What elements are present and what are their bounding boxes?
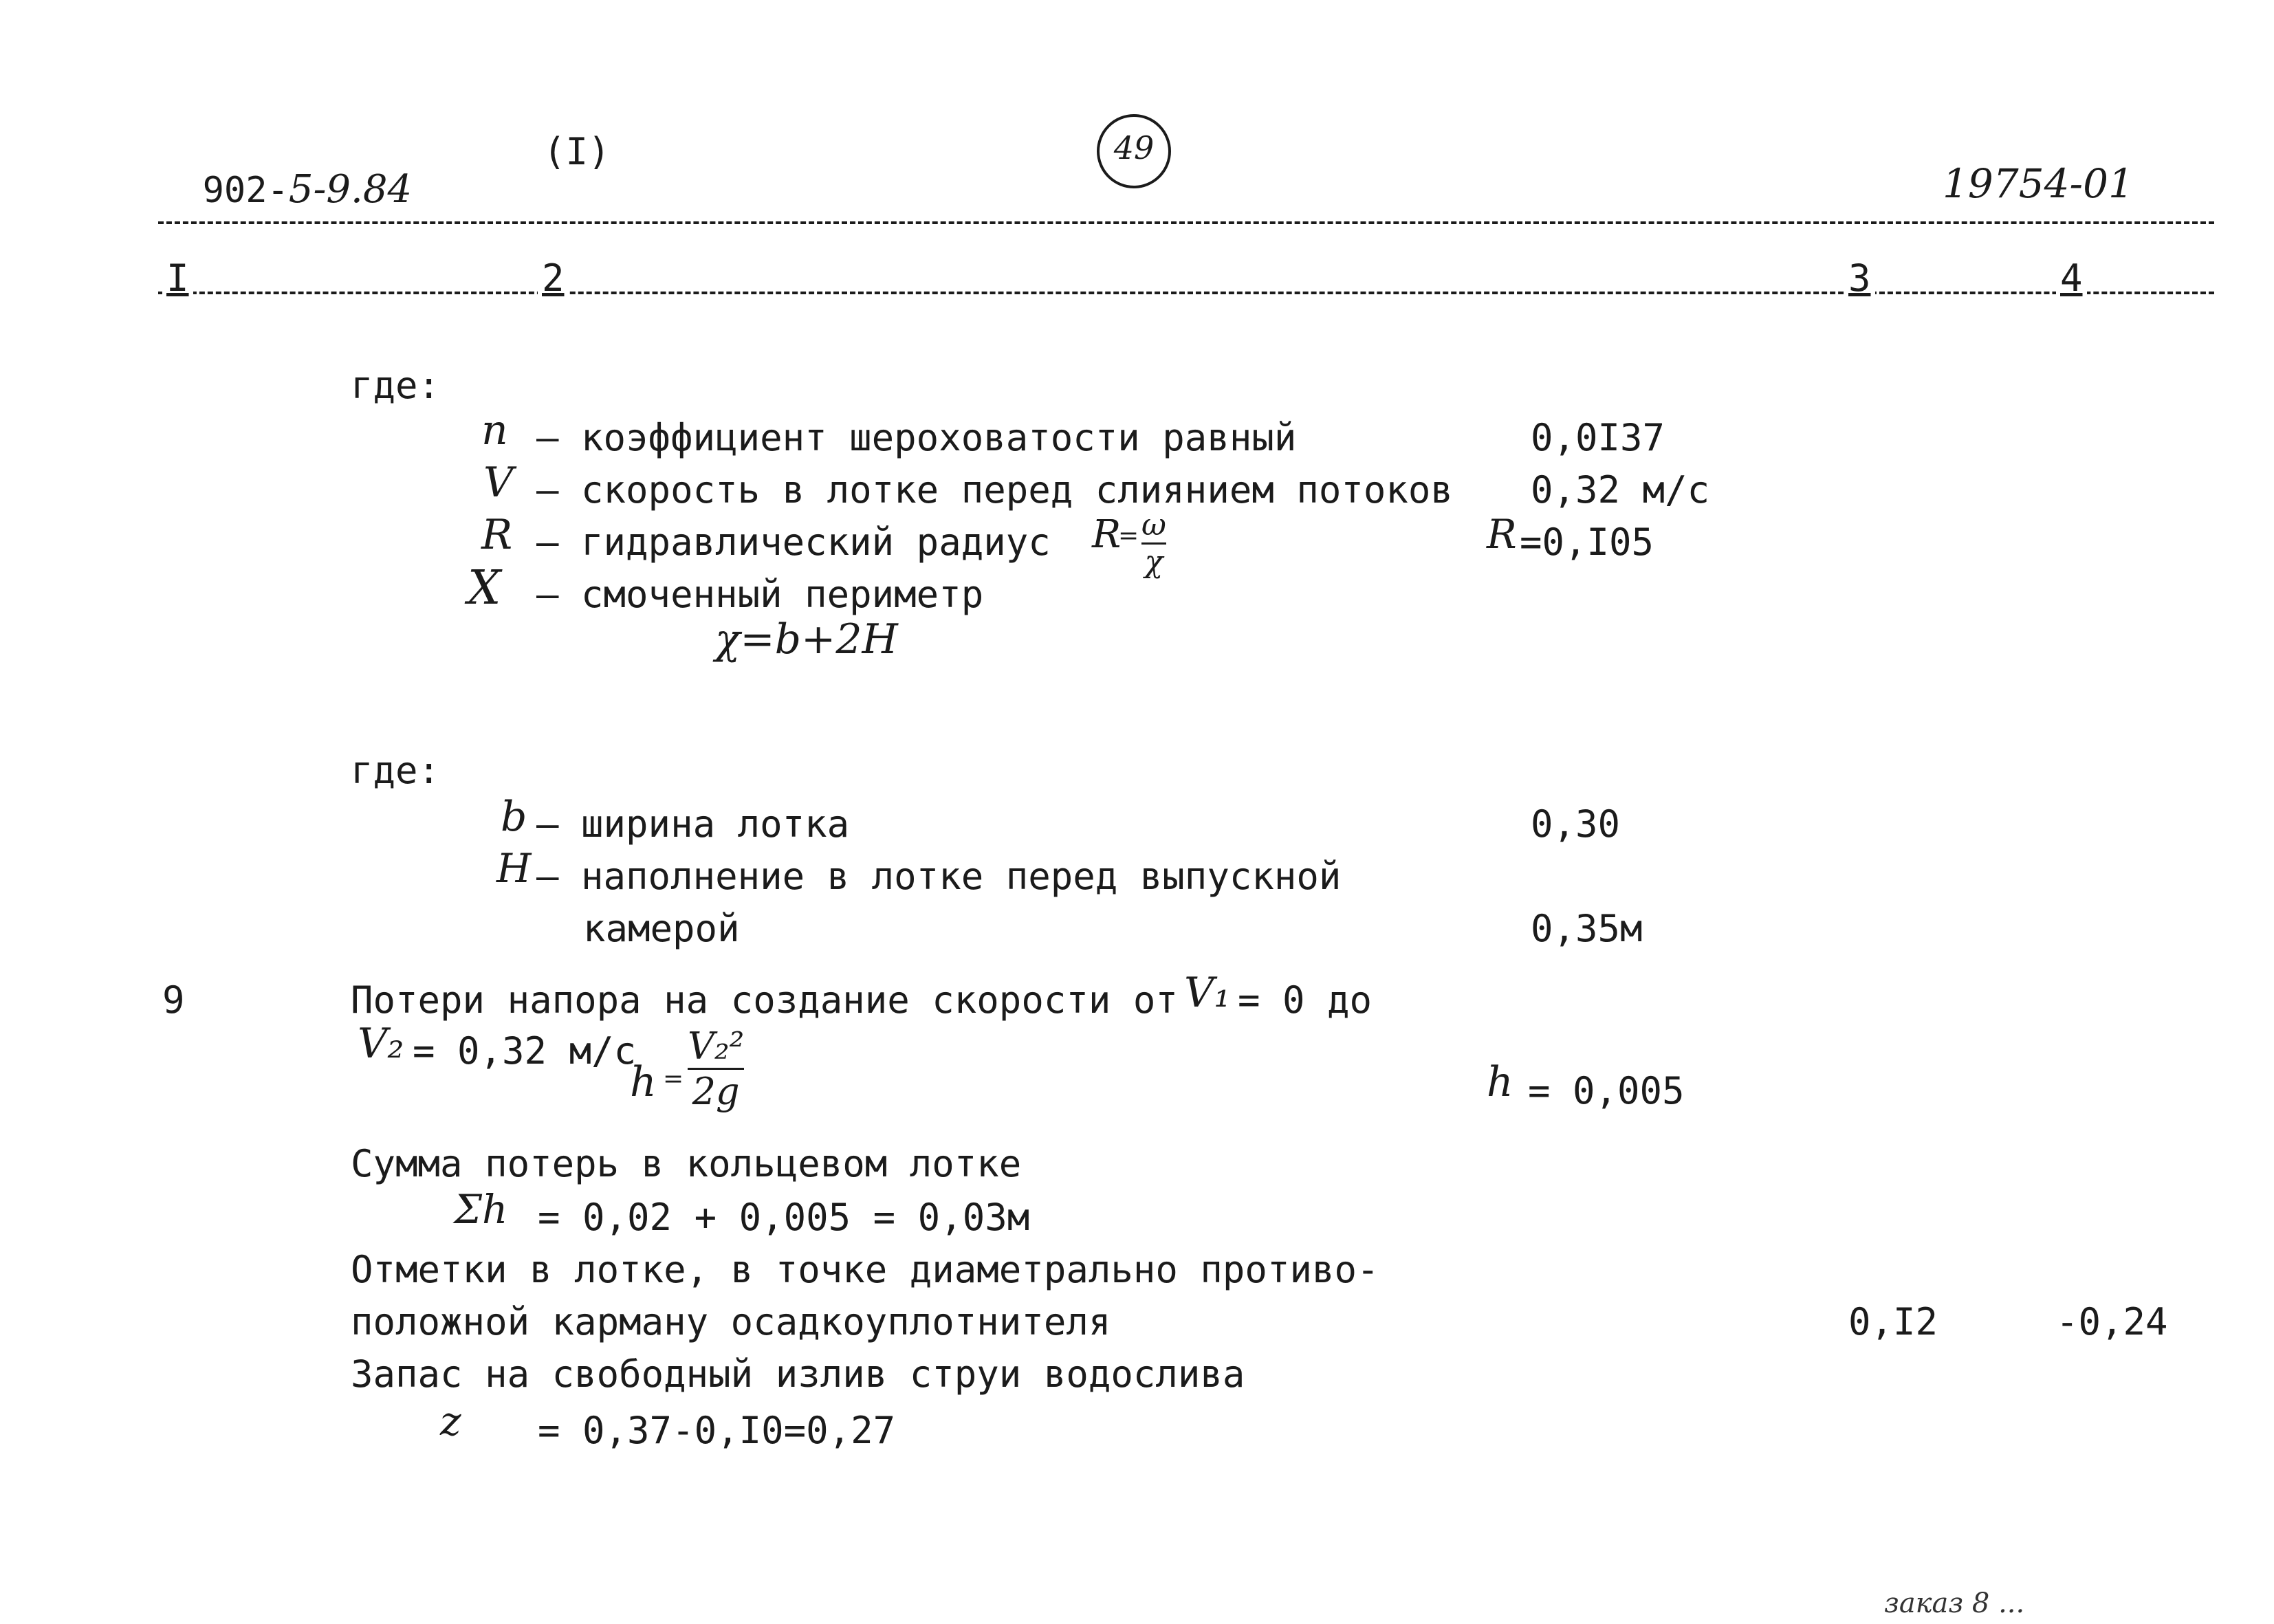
row-velocity-text: – скорость в лотке перед слиянием потоков <box>536 468 1453 512</box>
column-1-label: I <box>162 260 193 297</box>
row-fill-text: – наполнение в лотке перед выпускной <box>536 855 1342 898</box>
page-number: 49 <box>1113 129 1155 166</box>
velocity-v2-value: = 0,32 м/с <box>413 1029 637 1073</box>
marks-line-1: Отметки в лотке, в точке диаметрально противо- <box>351 1248 1379 1291</box>
reserve-symbol: z <box>440 1398 461 1445</box>
sum-losses-title: Сумма потерь в кольцевом лотке <box>351 1142 1022 1185</box>
part-number: (I) <box>543 130 611 173</box>
symbol-v2: V₂ <box>358 1020 404 1068</box>
item-number-9: 9 <box>162 978 185 1022</box>
doc-number <box>160 135 413 212</box>
where-label-2: где: <box>351 749 441 792</box>
album-number: 19754-01 <box>1943 160 2134 207</box>
value-r-symbol: R <box>1487 511 1517 558</box>
row-fill-value: 0,35м <box>1531 907 1643 950</box>
result-h-symbol: h <box>1487 1058 1513 1106</box>
marks-value-col4: -0,24 <box>2056 1300 2168 1343</box>
row-radius-value: =0,I05 <box>1520 520 1654 564</box>
row-width-value: 0,30 <box>1531 802 1621 846</box>
footer-handwritten-note: заказ 8 ... <box>1884 1588 2025 1619</box>
formula-perimeter: χ=b+2H <box>715 615 898 663</box>
row-perimeter-text: – смоченный периметр <box>536 573 984 616</box>
symbol-n: n <box>481 406 508 454</box>
symbol-b: b <box>501 793 527 841</box>
row-roughness-value: 0,0I37 <box>1531 416 1665 459</box>
marks-line-2: положной карману осадкоуплотнителя <box>351 1300 1111 1343</box>
symbol-v1: V₁ <box>1184 969 1231 1017</box>
formula-r-eq: = <box>1118 522 1139 550</box>
where-label-1: где: <box>351 364 441 407</box>
head-loss-tail: = 0 до <box>1238 978 1373 1022</box>
column-3-label: 3 <box>1844 260 1875 297</box>
row-velocity-value: 0,32 м/с <box>1531 468 1710 512</box>
sum-losses-formula: = 0,02 + 0,005 = 0,03м <box>538 1196 1030 1239</box>
symbol-h-fill: H <box>496 845 532 892</box>
reserve-title: Запас на свободный излив струи водослива <box>351 1352 1245 1396</box>
header-divider <box>158 221 2214 224</box>
formula-h-denominator: 2g <box>692 1070 740 1113</box>
reserve-formula: = 0,37-0,I0=0,27 <box>538 1409 896 1452</box>
formula-r-numerator: ω <box>1141 507 1166 542</box>
formula-h-eq: = <box>663 1065 684 1093</box>
doc-number-prefix: 902- <box>202 170 289 211</box>
row-width-text: – ширина лотка <box>536 802 850 846</box>
marks-value-col3: 0,I2 <box>1848 1300 1938 1343</box>
row-roughness-text: – коэффициент шероховатости равный <box>536 416 1297 459</box>
symbol-chi: X <box>468 561 501 615</box>
result-h-value: = 0,005 <box>1528 1069 1685 1112</box>
symbol-r: R <box>481 511 513 559</box>
doc-number-hand: 5-9.84 <box>288 167 413 212</box>
head-loss-title: Потери напора на создание скорости от <box>351 978 1178 1022</box>
formula-r-denominator: χ <box>1144 545 1163 580</box>
formula-r-lhs: R <box>1092 512 1122 557</box>
formula-r-fraction <box>1141 507 1166 580</box>
row-fill-text-cont: камерой <box>583 907 740 950</box>
sum-symbol: Σh <box>454 1186 508 1233</box>
column-2-label: 2 <box>538 260 569 297</box>
formula-h-numerator: V₂² <box>688 1024 745 1068</box>
column-4-label: 4 <box>2056 260 2087 297</box>
row-radius-text: – гидравлический радиус <box>536 520 1051 564</box>
formula-h-fraction <box>688 1024 744 1113</box>
column-divider <box>158 292 2214 294</box>
formula-h-lhs: h <box>630 1058 657 1106</box>
symbol-v: V <box>483 459 514 507</box>
